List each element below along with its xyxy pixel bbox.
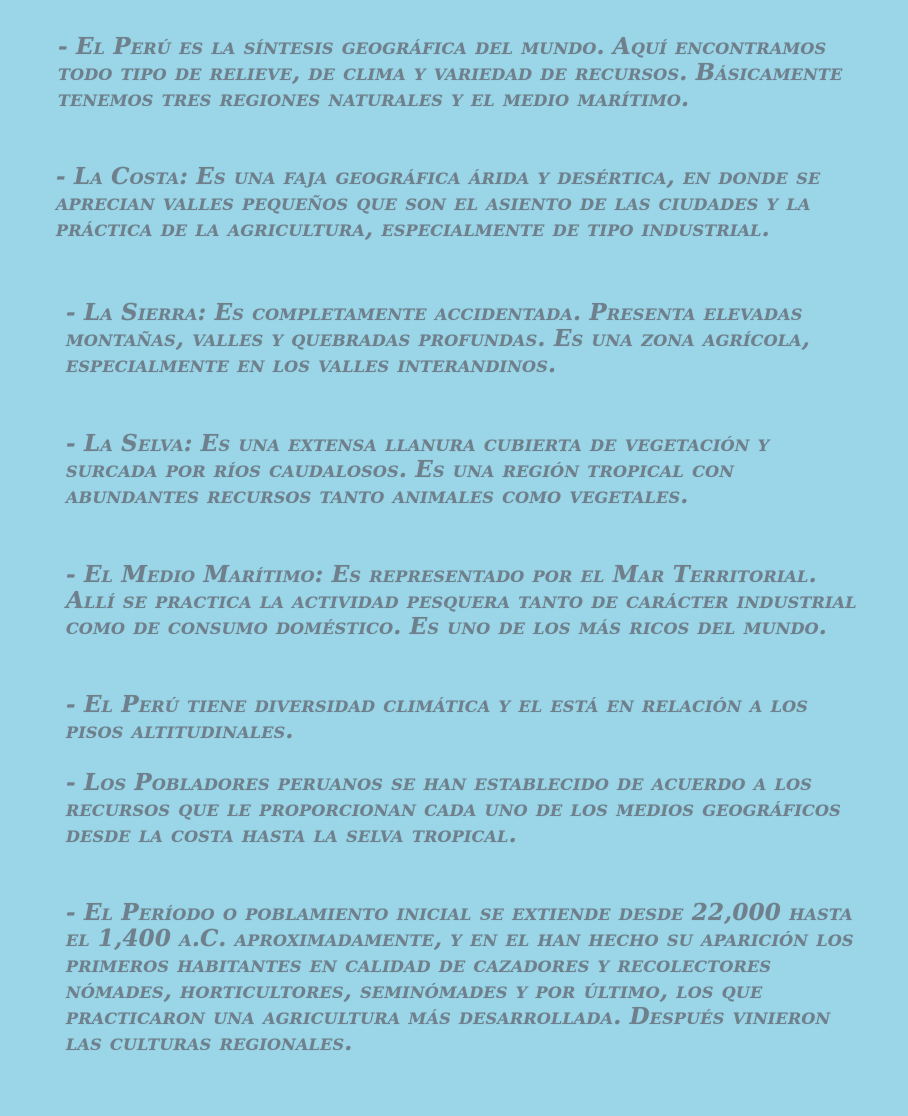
paragraph-peru-sintesis: - El Perú es la síntesis geográfica del mundo. Aquí encontramos todo tipo de relieve, de clima y variedad de recursos. Básicamente tenemos tres regiones naturales y el medio marítimo. bbox=[58, 33, 843, 112]
paragraph-la-costa: - La Costa: Es una faja geográfica árida y desértica, en donde se aprecian valles pequeños que son el asiento de las ciudades y la práctica de la agricultura, especialmente de tipo industrial. bbox=[56, 163, 821, 242]
paragraph-la-sierra: - La Sierra: Es completamente accidentada. Presenta elevadas montañas, valles y quebradas profundas. Es una zona agrícola, especialmente en los valles interandinos. bbox=[66, 299, 810, 378]
paragraph-medio-maritimo: - El Medio Marítimo: Es representado por el Mar Territorial. Allí se practica la actividad pesquera tanto de carácter industrial como de consumo doméstico. Es uno de los más ricos del mundo. bbox=[66, 561, 857, 640]
paragraph-diversidad-climatica: - El Perú tiene diversidad climática y el está en relación a los pisos altitudinales. bbox=[66, 691, 809, 744]
paragraph-la-selva: - La Selva: Es una extensa llanura cubierta de vegetación y surcada por ríos caudalosos. Es una región tropical con abundantes recursos tanto animales como vegetales. bbox=[66, 430, 770, 509]
paragraph-pobladores: - Los Pobladores peruanos se han establecido de acuerdo a los recursos que le proporcionan cada uno de los medios geográficos desde la costa hasta la selva tropical. bbox=[66, 769, 841, 848]
paragraph-poblamiento-inicial: - El Período o poblamiento inicial se extiende desde 22,000 hasta el 1,400 a.C. aproximadamente, y en el han hecho su aparición los primeros habitantes en calidad de cazadores y recolectores nómades, horticultores, seminómades y por último, los que practicaron una agricultura más desarrollada. Después vinieron las culturas regionales. bbox=[66, 899, 854, 1056]
